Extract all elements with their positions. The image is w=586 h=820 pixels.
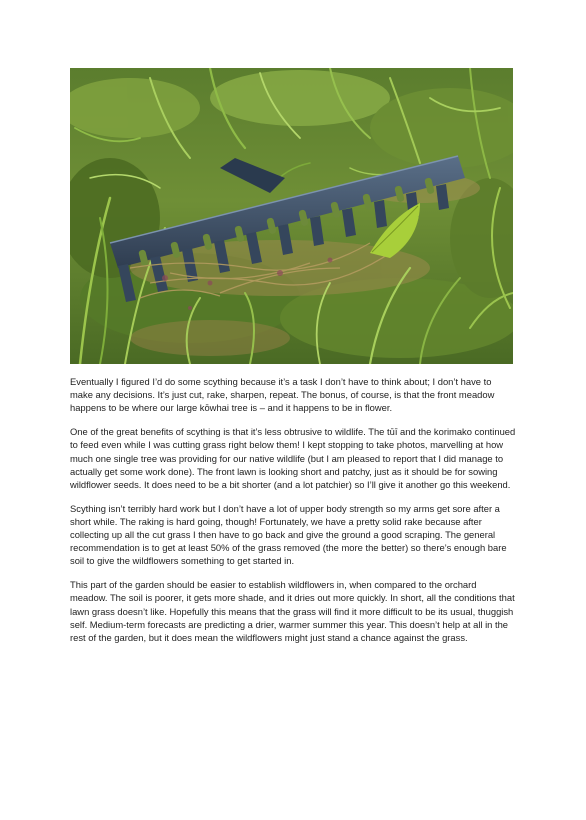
rake-in-grass-image bbox=[70, 68, 513, 364]
paragraph-3: Scything isn’t terribly hard work but I don’t have a lot of upper body strength so my arms get sore after a short while. The raking is hard going, though! Fortunately, we have a pretty solid rake because after collecting up all the cut grass I then have to go back and give the ground a good scraping. The general recommendation is to get at least 50% of the grass removed (the more the better) so there’s enough bare soil to give the wildflowers something to get started in. bbox=[70, 502, 507, 567]
paragraph-4: This part of the garden should be easier to establish wildflowers in, when compared to the orchard meadow. The soil is poorer, it gets more shade, and it dries out more quickly. In short, all the conditions that lawn grass doesn’t like. Hopefully this means that the grass will find it more difficult to be its usual, thuggish self. Medium-term forecasts are predicting a drier, warmer summer this year. This doesn’t help at all in the rest of the garden, but it does mean the wildflowers might just stand a chance against the grass. bbox=[70, 579, 515, 643]
paragraph-1: Eventually I figured I’d do some scything because it’s a task I don’t have to think about; I don’t have to make any decisions. It’s just cut, rake, sharpen, repeat. The bonus, of course, is that the front meadow happens to be where our large kōwhai tree is – and it happens to be in flower. bbox=[70, 376, 495, 414]
article-body bbox=[70, 375, 516, 655]
paragraph-2: One of the great benefits of scything is that it’s less obtrusive to wildlife. The tūī and the korimako continued to feed even while I was cutting grass right below them! I kept stopping to take photos, marvelling at how much one single tree was providing for our native wildlife (but I am pleased to report that I did manage to actually get some work done). The front lawn is looking short and patchy, just as it should be for sowing wildflower seeds. It does need to be a bit shorter (and a lot patchier) so I’ll give it another go this weekend. bbox=[70, 426, 516, 490]
rake-in-grass-photo bbox=[70, 68, 513, 364]
